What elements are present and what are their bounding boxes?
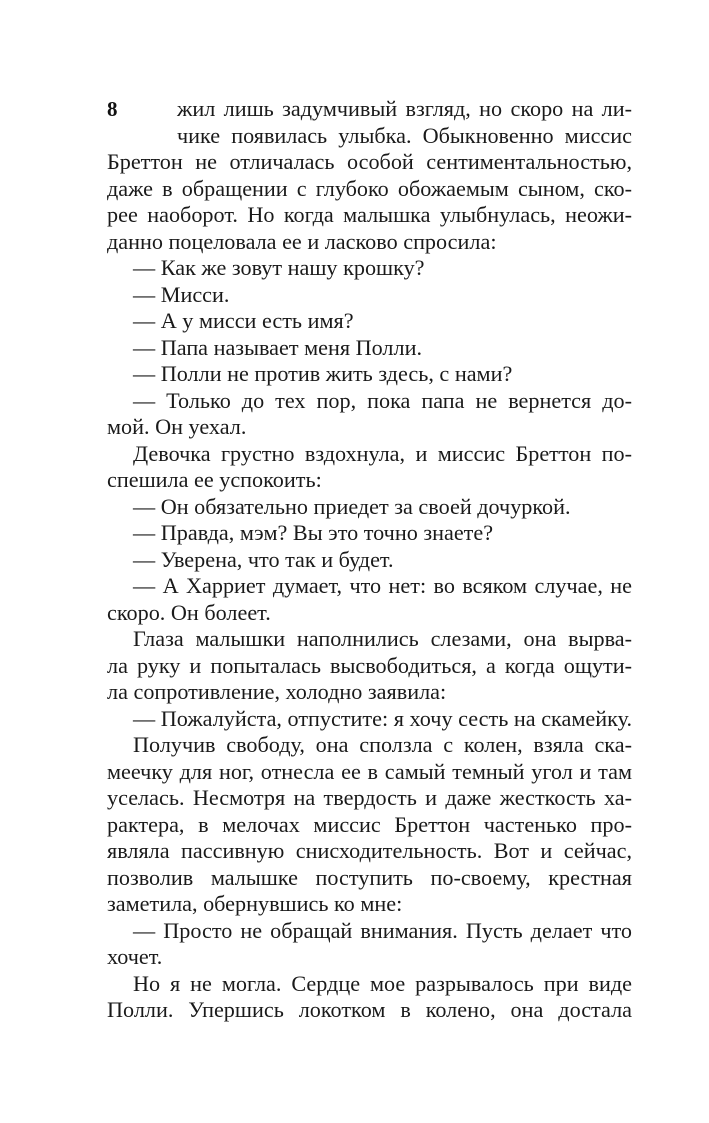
text-line: — Правда, мэм? Вы это точно знаете?: [133, 520, 494, 545]
text-line: уселась. Несмотря на твердость и даже жесткость ха-: [107, 785, 632, 810]
text-line: — Папа называет меня Полли.: [133, 334, 423, 360]
text-line: заметила, обернувшись ко мне:: [107, 891, 403, 916]
text-line: Полли. Упершись локотком в колено, она достала: [107, 997, 632, 1022]
text-line: Бреттон не отличалась особой сентиментальностью,: [107, 149, 632, 174]
text-line: хочет.: [107, 944, 163, 969]
text-line: позволив малышке поступить по-своему, крестная: [107, 864, 632, 890]
text-line: ла сопротивление, холодно заявила:: [107, 679, 447, 704]
text-line: данно поцеловала ее и ласково спросила:: [107, 228, 497, 254]
text-line: меечку для ног, отнесла ее в самый темный угол и там: [107, 758, 632, 784]
text-line: — Как же зовут нашу крошку?: [133, 255, 425, 280]
text-line: Девочка грустно вздохнула, и миссис Бреттон по-: [133, 440, 632, 466]
text-line: рактера, в мелочах миссис Бреттон частенько про-: [107, 811, 632, 837]
text-line: — Только до тех пор, пока папа не вернется до-: [133, 387, 632, 413]
page-number: 8: [107, 97, 118, 121]
text-block: [107, 96, 632, 1024]
text-line: даже в обращении с глубоко обожаемым сыном, ско-: [107, 175, 632, 201]
text-line: рее наоборот. Но когда малышка улыбнулась, неожи-: [107, 202, 632, 227]
text-line: — Просто не обращай внимания. Пусть делает что: [133, 917, 632, 943]
text-line: являла пассивную снисходительность. Вот и сейчас,: [107, 838, 632, 863]
text-line: Глаза малышки наполнились слезами, она вырва-: [133, 626, 632, 651]
text-line: — Мисси.: [133, 281, 230, 307]
text-line: чике появилась улыбка. Обыкновенно миссис: [177, 122, 632, 148]
text-line: — Он обязательно приедет за своей дочуркой.: [133, 493, 571, 519]
text-line: скоро. Он болеет.: [107, 599, 271, 625]
text-line: жил лишь задумчивый взгляд, но скоро на ли-: [177, 96, 632, 121]
text-line: — Полли не против жить здесь, с нами?: [133, 361, 513, 386]
text-line: спешила ее успокоить:: [107, 467, 322, 492]
text-line: — А Харриет думает, что нет: во всяком случае, не: [133, 573, 632, 598]
text-line: мой. Он уехал.: [107, 414, 247, 439]
text-line: Получив свободу, она сползла с колен, взяла ска-: [133, 732, 632, 757]
text-line: Но я не могла. Сердце мое разрывалось при виде: [133, 970, 632, 996]
text-line: — А у мисси есть имя?: [133, 308, 354, 333]
text-line: — Пожалуйста, отпустите: я хочу сесть на скамейку.: [133, 705, 632, 731]
text-line: ла руку и попыталась высвободиться, а когда ощути-: [107, 652, 632, 678]
text-line: — Уверена, что так и будет.: [133, 546, 394, 572]
